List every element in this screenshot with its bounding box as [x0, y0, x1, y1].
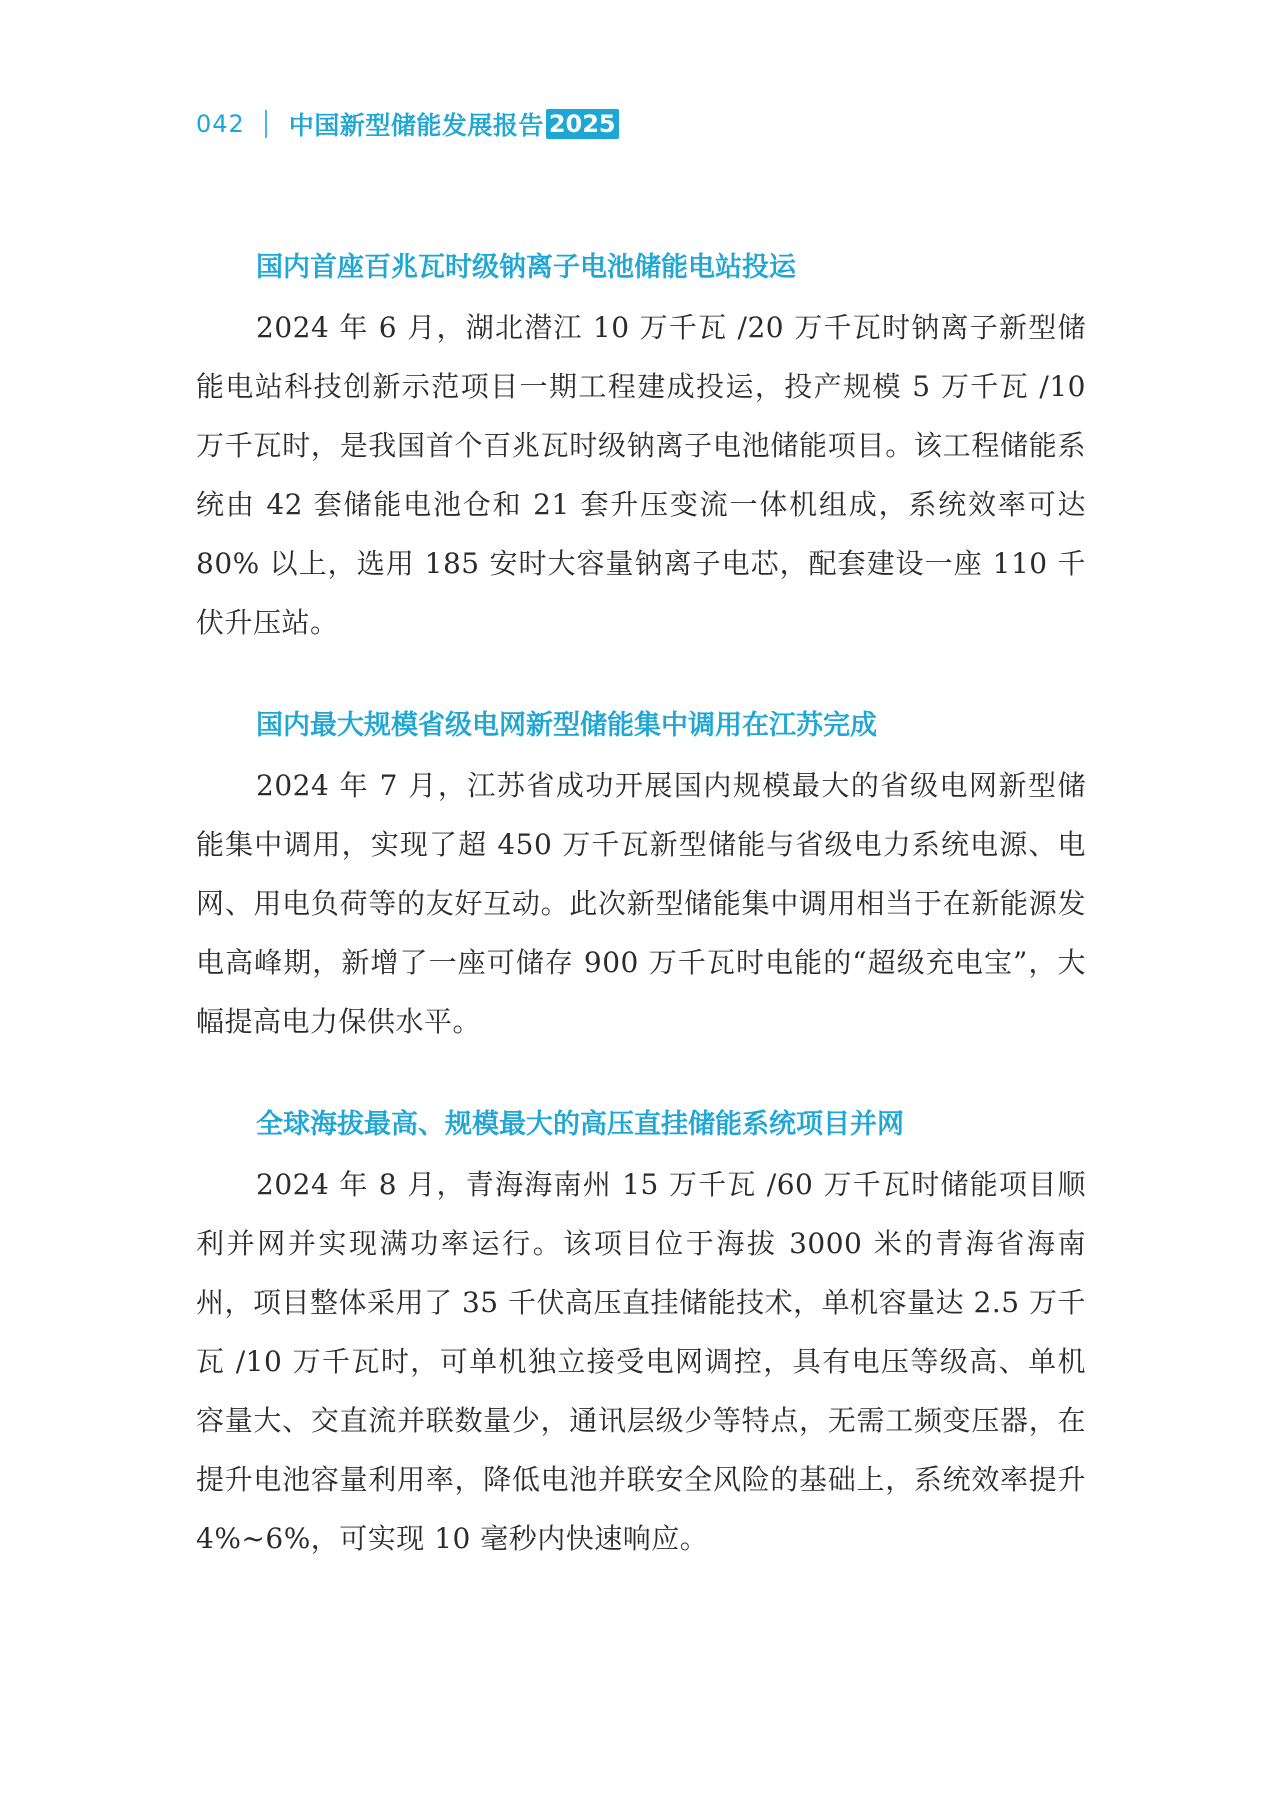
article-heading: 全球海拔最高、规模最大的高压直挂储能系统项目并网 [256, 1109, 904, 1140]
report-year-badge: 2025 [546, 109, 619, 139]
article-qinghai-high-voltage [196, 1105, 1086, 1568]
article-body: 2024 年 8 月，青海海南州 15 万千瓦 /60 万千瓦时储能项目顺利并网并实现满功率运行。该项目位于海拔 3000 米的青海省海南州，项目整体采用了 35 千伏高压直挂储能技术，单机容量达 2.5 万千瓦 /10 万千瓦时，可单机独立接受电网调控，具有电压等级高、单机容量大、交直流并联数量少，通讯层级少等特点，无需工频变压器，在提升电池容量利用率，降低电池并联安全风险的基础上，系统效率提升 4%~6%，可实现 10 毫秒内快速响应。 [196, 1168, 1086, 1555]
article-heading: 国内首座百兆瓦时级钠离子电池储能电站投运 [256, 252, 796, 283]
article-jiangsu-dispatch [196, 706, 1086, 1051]
article-body: 2024 年 7 月，江苏省成功开展国内规模最大的省级电网新型储能集中调用，实现了超 450 万千瓦新型储能与省级电力系统电源、电网、用电负荷等的友好互动。此次新型储能集中调用相当于在新能源发电高峰期，新增了一座可储存 900 万千瓦时电能的“超级充电宝”，大幅提高电力保供水平。 [196, 769, 1086, 1038]
article-heading: 国内最大规模省级电网新型储能集中调用在江苏完成 [256, 710, 877, 741]
page-content [196, 248, 1086, 1622]
page-number: 042 [196, 110, 245, 138]
article-sodium-ion-station [196, 248, 1086, 652]
page-header [196, 106, 619, 142]
header-divider [265, 110, 267, 138]
report-title: 中国新型储能发展报告 [288, 111, 544, 140]
article-body: 2024 年 6 月，湖北潜江 10 万千瓦 /20 万千瓦时钠离子新型储能电站科技创新示范项目一期工程建成投运，投产规模 5 万千瓦 /10 万千瓦时，是我国首个百兆瓦时级钠离子电池储能项目。该工程储能系统由 42 套储能电池仓和 21 套升压变流一体机组成，系统效率可达 80% 以上，选用 185 安时大容量钠离子电芯，配套建设一座 110 千伏升压站。 [196, 311, 1086, 639]
